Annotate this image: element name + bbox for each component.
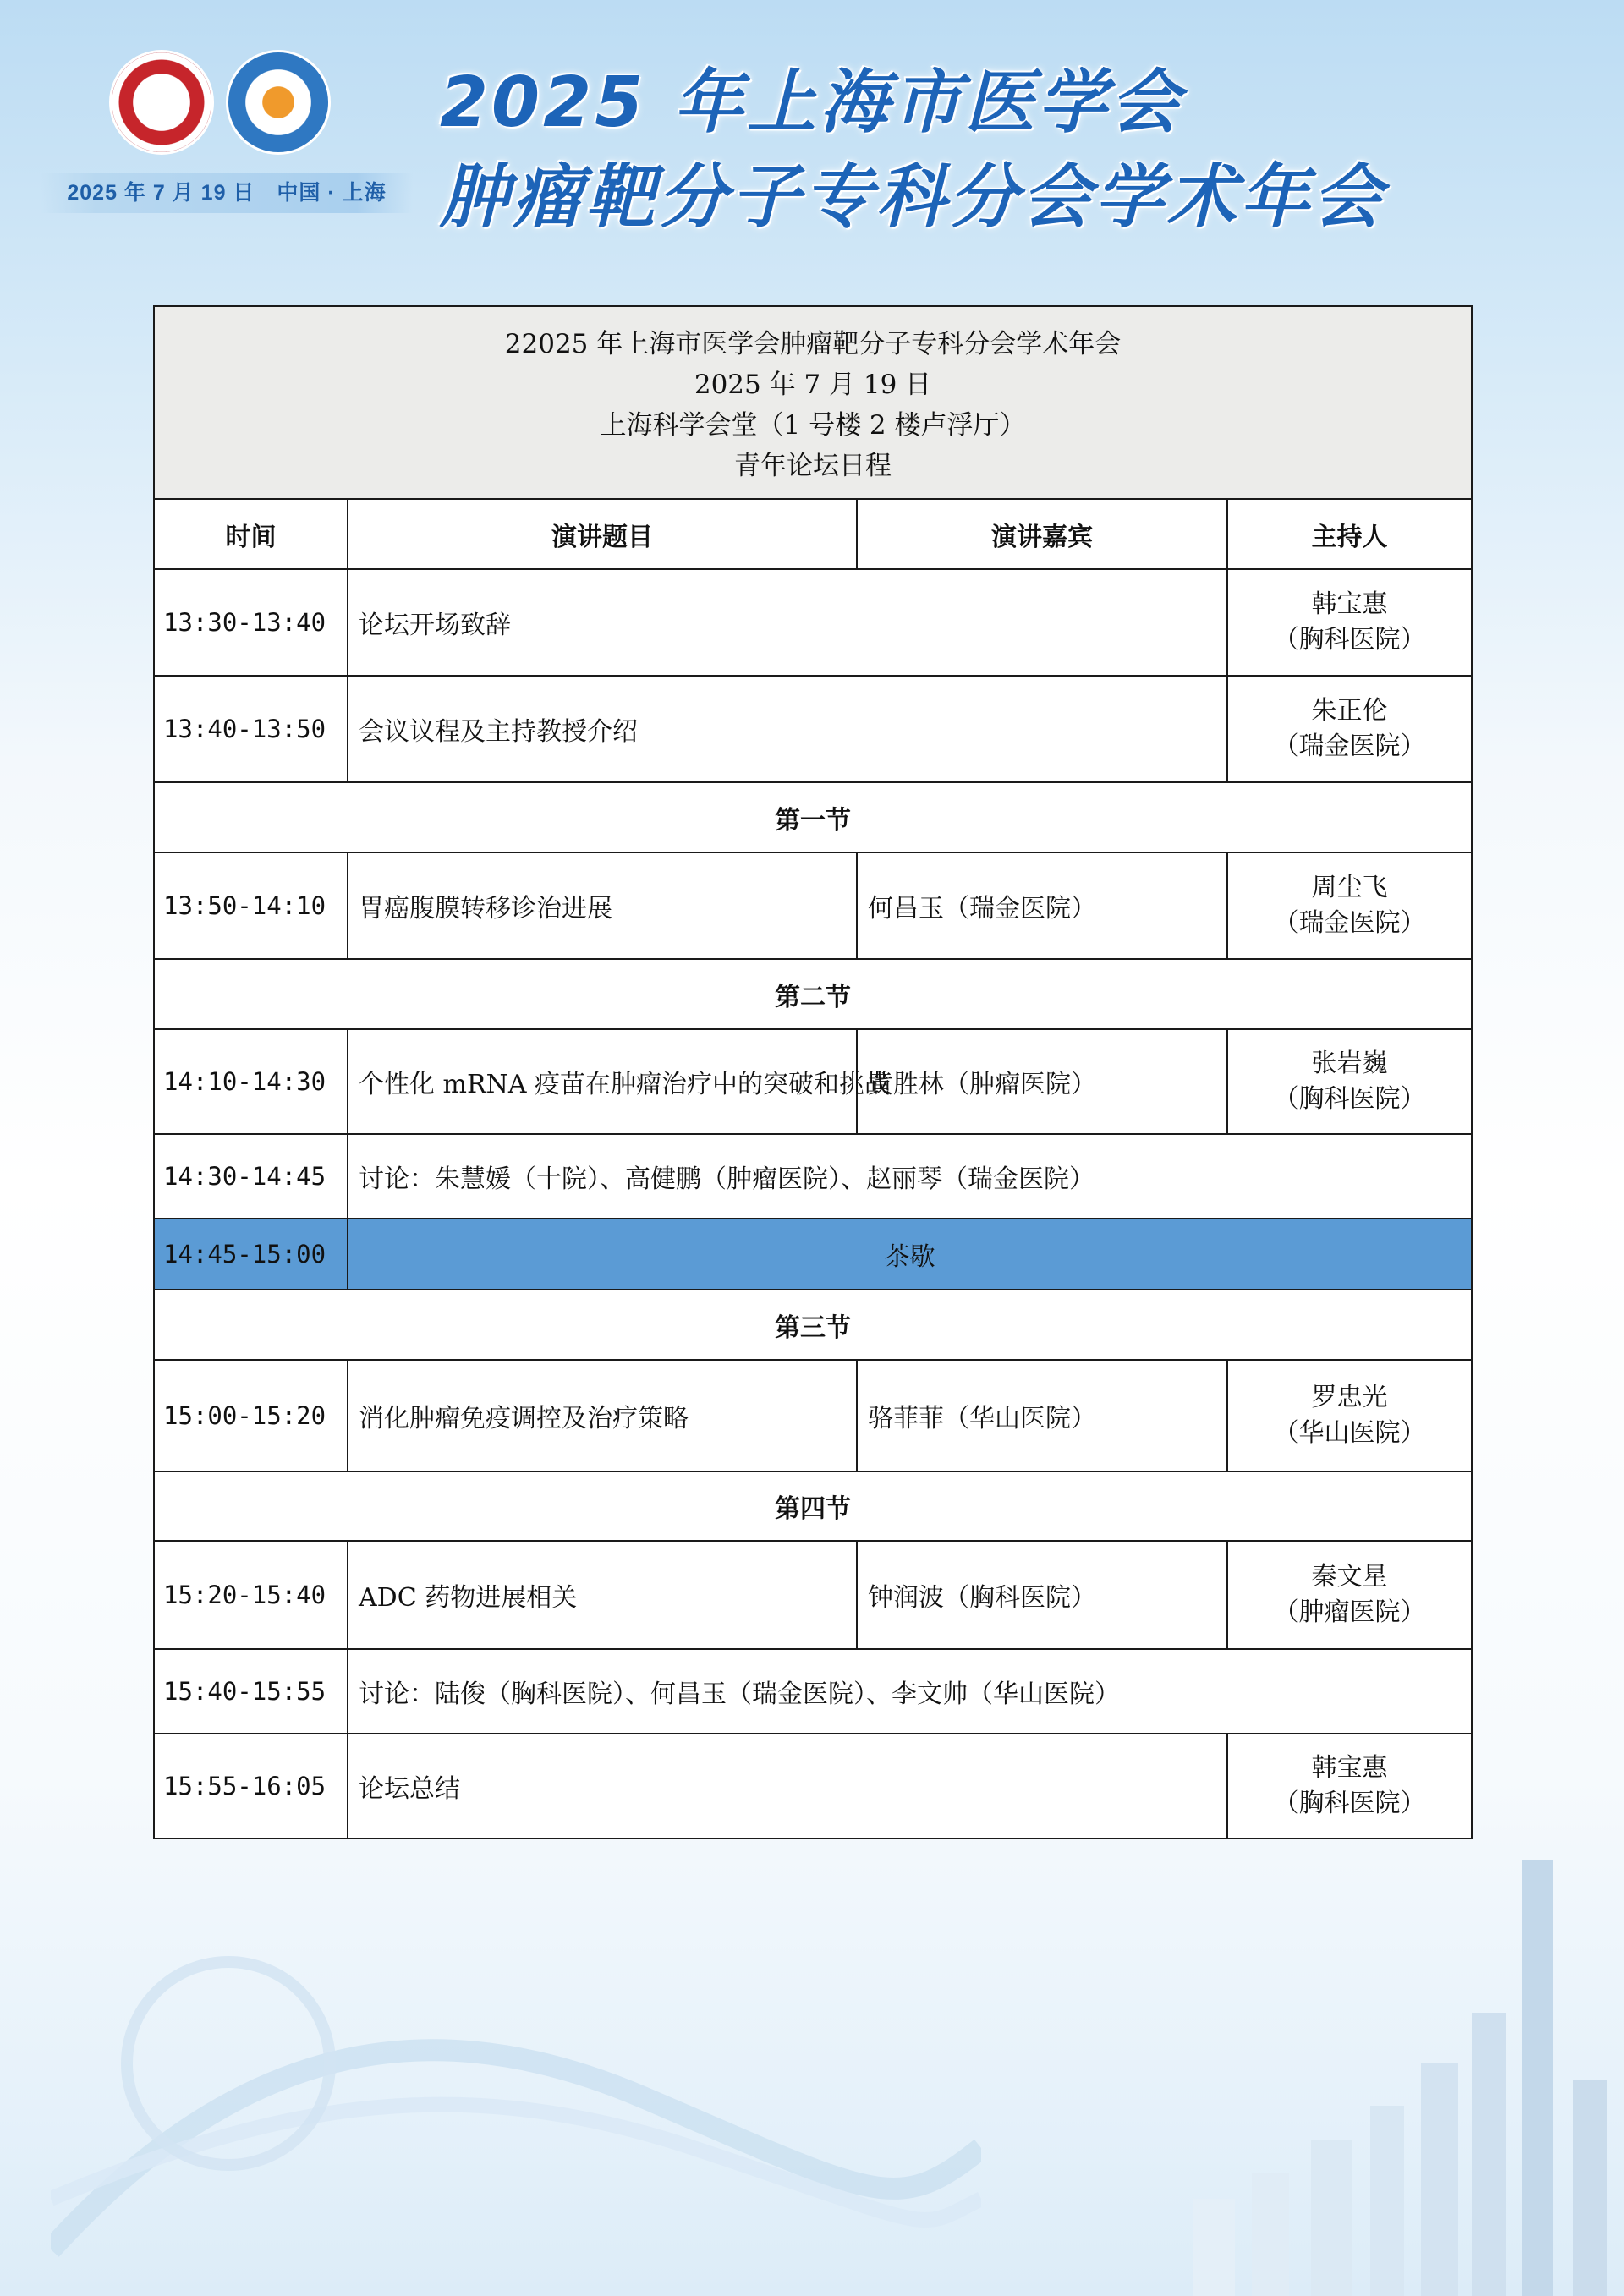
conference-title-line2: 肿瘤靶分子专科分会学术年会: [440, 157, 1385, 238]
city-skyline-decoration: [1049, 1860, 1624, 2296]
banner-subtitle: 青年论坛日程: [734, 451, 892, 481]
host-org: （华山医院）: [1273, 1418, 1426, 1448]
row-topic: 论坛总结: [348, 1734, 1227, 1838]
row-topic: 个性化 mRNA 疫苗在肿瘤治疗中的突破和挑战: [348, 1029, 857, 1134]
col-header-time: 时间: [154, 499, 348, 569]
banner-title: 22025 年上海市医学会肿瘤靶分子专科分会学术年会: [504, 329, 1122, 359]
schedule-banner: [154, 306, 1472, 499]
section-title: 第二节: [154, 959, 1472, 1029]
discussion-row: [154, 1134, 1472, 1219]
row-topic: 会议议程及主持教授介绍: [348, 676, 1227, 782]
row-host: [1227, 569, 1472, 676]
host-org: （肿瘤医院）: [1273, 1597, 1426, 1627]
section-title: 第四节: [154, 1471, 1472, 1541]
section-row: [154, 782, 1472, 852]
section-row: [154, 959, 1472, 1029]
row-time: 14:10-14:30: [154, 1029, 348, 1134]
row-time: 15:40-15:55: [154, 1649, 348, 1734]
row-speaker: 何昌玉（瑞金医院）: [857, 852, 1227, 959]
host-name: 韩宝惠: [1311, 1753, 1388, 1783]
table-row: [154, 569, 1472, 676]
row-topic: 茶歇: [348, 1219, 1472, 1290]
date-location-ribbon: 2025 年 7 月 19 日 中国 · 上海: [41, 173, 413, 213]
table-row: [154, 852, 1472, 959]
host-name: 朱正伦: [1311, 696, 1388, 726]
discussion-row: [154, 1649, 1472, 1734]
table-row: [154, 1360, 1472, 1471]
row-time: 13:30-13:40: [154, 569, 348, 676]
row-topic: 论坛开场致辞: [348, 569, 1227, 676]
host-name: 秦文星: [1311, 1562, 1388, 1592]
host-org: （胸科医院）: [1273, 1789, 1426, 1818]
table-row: [154, 1734, 1472, 1838]
schedule-banner-row: [154, 306, 1472, 499]
row-topic: 消化肿瘤免疫调控及治疗策略: [348, 1360, 857, 1471]
section-row: [154, 1290, 1472, 1360]
table-row: [154, 1029, 1472, 1134]
header-row: [154, 499, 1472, 569]
shanghai-medical-association-logo: [112, 52, 211, 152]
row-time: 15:55-16:05: [154, 1734, 348, 1838]
row-host: [1227, 1360, 1472, 1471]
row-time: 15:00-15:20: [154, 1360, 348, 1471]
row-host: [1227, 1541, 1472, 1649]
conference-title-line1: 2025 年上海市医学会: [440, 63, 1183, 143]
row-time: 13:40-13:50: [154, 676, 348, 782]
row-host: [1227, 1734, 1472, 1838]
row-topic: 胃癌腹膜转移诊治进展: [348, 852, 857, 959]
row-time: 14:45-15:00: [154, 1219, 348, 1290]
banner-venue: 上海科学会堂（1 号楼 2 楼卢浮厅）: [600, 410, 1026, 441]
host-org: （胸科医院）: [1273, 1084, 1426, 1114]
row-time: 15:20-15:40: [154, 1541, 348, 1649]
row-time: 14:30-14:45: [154, 1134, 348, 1219]
section-title: 第一节: [154, 782, 1472, 852]
banner-date: 2025 年 7 月 19 日: [694, 370, 932, 400]
row-speaker: 钟润波（胸科医院）: [857, 1541, 1227, 1649]
host-name: 张岩巍: [1311, 1049, 1388, 1078]
host-org: （瑞金医院）: [1273, 732, 1426, 761]
schedule-table: [153, 305, 1473, 1839]
section-title: 第三节: [154, 1290, 1472, 1360]
col-header-speaker: 演讲嘉宾: [857, 499, 1227, 569]
section-row: [154, 1471, 1472, 1541]
row-time: 13:50-14:10: [154, 852, 348, 959]
col-header-host: 主持人: [1227, 499, 1472, 569]
oncologic-targets-society-logo: [228, 52, 328, 152]
row-topic: 讨论：朱慧媛（十院）、高健鹏（肿瘤医院）、赵丽琴（瑞金医院）: [348, 1134, 1472, 1219]
row-speaker: 黄胜林（肿瘤医院）: [857, 1029, 1227, 1134]
table-row: [154, 676, 1472, 782]
dna-swirl-decoration: [51, 1894, 981, 2283]
host-name: 韩宝惠: [1311, 589, 1388, 619]
host-name: 周尘飞: [1311, 873, 1388, 902]
row-speaker: 骆菲菲（华山医院）: [857, 1360, 1227, 1471]
col-header-topic: 演讲题目: [348, 499, 857, 569]
page-header: [0, 0, 1624, 279]
host-name: 罗忠光: [1311, 1383, 1388, 1412]
host-org: （胸科医院）: [1273, 625, 1426, 655]
row-host: [1227, 852, 1472, 959]
row-topic: ADC 药物进展相关: [348, 1541, 857, 1649]
tea-break-row: [154, 1219, 1472, 1290]
row-host: [1227, 676, 1472, 782]
table-row: [154, 1541, 1472, 1649]
host-org: （瑞金医院）: [1273, 908, 1426, 938]
row-topic: 讨论：陆俊（胸科医院）、何昌玉（瑞金医院）、李文帅（华山医院）: [348, 1649, 1472, 1734]
row-host: [1227, 1029, 1472, 1134]
